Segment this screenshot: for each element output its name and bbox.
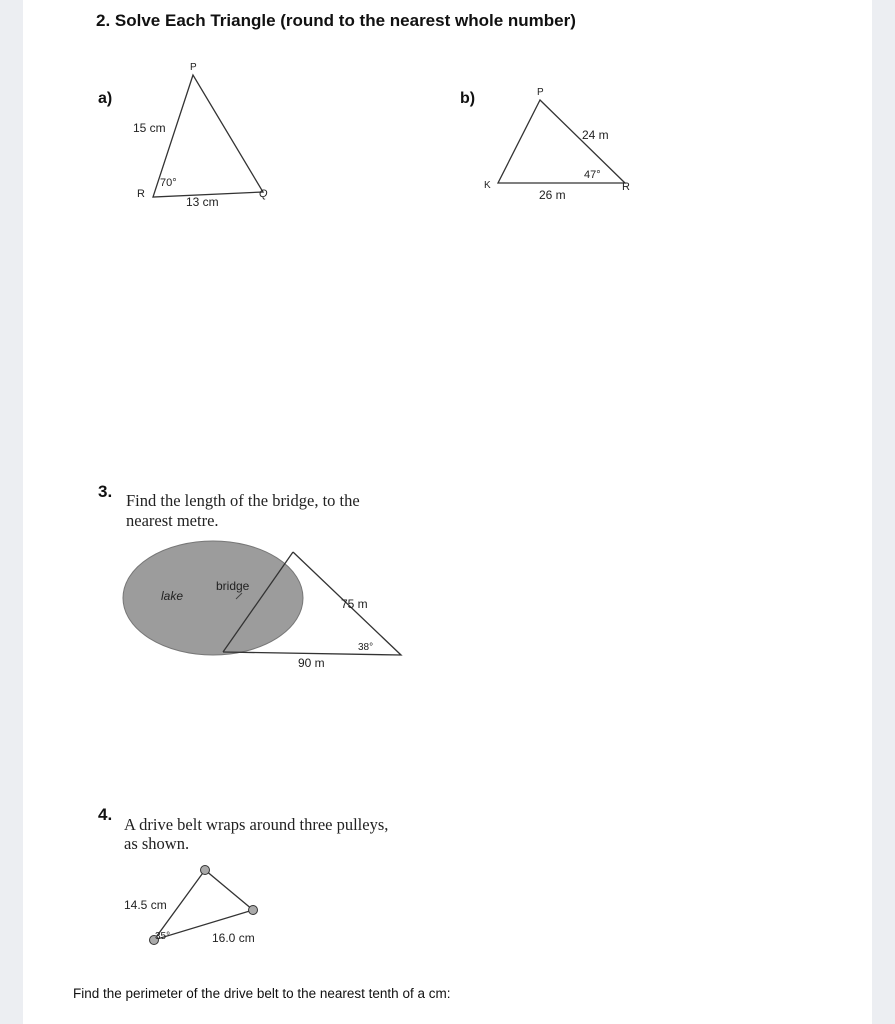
question-4-line-2: as shown. [124,834,190,853]
question-3-line-2: nearest metre. [126,511,219,530]
question-4-number: 4. [98,805,113,824]
side-b-pr: 24 m [582,128,609,142]
lake-label: lake [161,589,184,603]
angle-35: 35° [155,931,171,942]
angle-38: 38° [358,642,374,653]
triangle-a-diagram [123,55,303,215]
bridge-label: bridge [216,579,250,593]
lake-bridge-diagram [118,535,418,675]
question-2-title: 2. Solve Each Triangle (round to the nearest whole number) [96,11,576,30]
question-3-line-1: Find the length of the bridge, to the [126,491,360,510]
vertex-a-r: R [137,188,145,200]
vertex-a-p: P [190,62,197,73]
side-160: 16.0 cm [212,931,255,945]
part-b-label: b) [460,90,476,107]
side-a-rq: 13 cm [186,195,219,209]
side-b-kr: 26 m [539,188,566,202]
angle-a-r: 70° [160,177,177,189]
belt-triangle [154,870,253,940]
side-90: 90 m [298,656,325,670]
vertex-b-r: R [622,181,630,193]
pulley-right [249,906,258,915]
worksheet-page [23,0,872,1024]
vertex-a-q: Q [259,188,268,200]
angle-b-r: 47° [584,169,601,181]
question-3-number: 3. [98,482,113,501]
vertex-b-k: K [484,180,491,191]
question-4-line-1: A drive belt wraps around three pulleys, [124,815,389,834]
question-4-prompt: Find the perimeter of the drive belt to the nearest tenth of a cm: [73,986,451,1001]
side-a-pr: 15 cm [133,121,166,135]
side-75: 75 m [341,597,368,611]
lake-ellipse [123,541,303,655]
vertex-b-p: P [537,87,544,98]
part-a-label: a) [98,90,113,107]
triangle-b-diagram [478,80,658,210]
pulley-diagram [118,860,298,955]
pulley-top [201,866,210,875]
side-145: 14.5 cm [124,898,167,912]
